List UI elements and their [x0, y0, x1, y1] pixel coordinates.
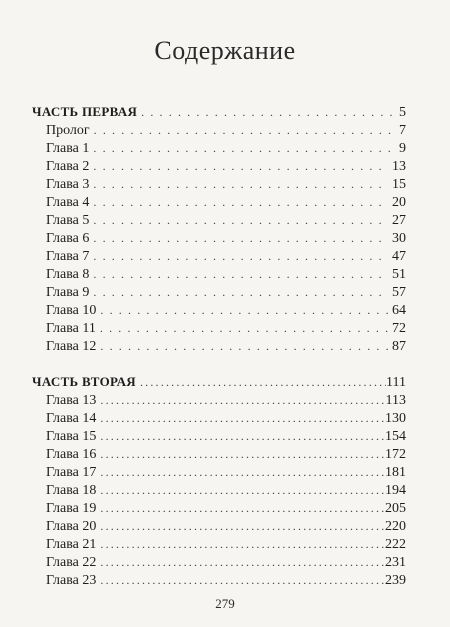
- toc-entry: [46, 139, 406, 157]
- toc-page-number: 194: [385, 483, 406, 498]
- toc-entry: [46, 265, 406, 283]
- toc-leader-dots: [100, 481, 385, 499]
- toc-entry-label: Глава 11: [46, 321, 96, 336]
- toc-entry: [46, 319, 406, 337]
- toc-entry-label: Глава 7: [46, 249, 90, 264]
- toc-leader-dots: [93, 193, 388, 211]
- toc-entry-label: Глава 4: [46, 195, 90, 210]
- toc-entry-label: Глава 14: [46, 411, 97, 426]
- toc-page-number: 30: [392, 231, 406, 246]
- toc-page-number: 111: [386, 375, 406, 390]
- toc-part-label: ЧАСТЬ ВТОРАЯ: [32, 374, 136, 389]
- toc-page-number: 239: [385, 573, 406, 588]
- toc-page-number: 231: [385, 555, 406, 570]
- toc-page-number: 181: [385, 465, 406, 480]
- toc-entry-label: Глава 12: [46, 339, 97, 354]
- toc-entry-label: Глава 22: [46, 555, 97, 570]
- toc-entry-label: Глава 2: [46, 159, 90, 174]
- toc-entry: [46, 391, 406, 409]
- toc-leader-dots: [100, 553, 385, 571]
- toc-entry-label: Глава 18: [46, 483, 97, 498]
- toc-entry: [46, 175, 406, 193]
- toc-leader-dots: [93, 157, 388, 175]
- toc-page-number: 20: [392, 195, 406, 210]
- toc-page-number: 64: [392, 303, 406, 318]
- toc-part-heading: [32, 103, 406, 121]
- toc-part-label: ЧАСТЬ ПЕРВАЯ: [32, 104, 138, 119]
- toc-entry-label: Глава 21: [46, 537, 97, 552]
- toc-leader-dots: [100, 301, 388, 319]
- toc-entry: [46, 571, 406, 589]
- toc-entry-label: Глава 23: [46, 573, 97, 588]
- toc-page-number: 222: [385, 537, 406, 552]
- toc-page-number: 87: [392, 339, 406, 354]
- toc-leader-dots: [100, 409, 385, 427]
- toc-entry-label: Глава 19: [46, 501, 97, 516]
- toc-entry-label: Глава 3: [46, 177, 90, 192]
- toc-leader-dots: [93, 265, 388, 283]
- toc-entry-label: Глава 20: [46, 519, 97, 534]
- toc-page-number: 72: [392, 321, 406, 336]
- toc-entry: [46, 229, 406, 247]
- toc-leader-dots: [94, 121, 395, 139]
- toc-leader-dots: [100, 499, 385, 517]
- page-title: Содержание: [154, 36, 296, 65]
- toc-leader-dots: [100, 391, 385, 409]
- toc-page-number: 57: [392, 285, 406, 300]
- toc-leader-dots: [141, 103, 395, 121]
- toc-page-number: 9: [399, 141, 406, 156]
- toc-page-number: 5: [399, 105, 406, 120]
- toc-page-number: 51: [392, 267, 406, 282]
- toc-entry: [46, 481, 406, 499]
- toc-entry: [46, 463, 406, 481]
- toc-leader-dots: [93, 283, 388, 301]
- toc-leader-dots: [93, 247, 388, 265]
- toc-leader-dots: [100, 571, 385, 589]
- toc-entry-label: Глава 15: [46, 429, 97, 444]
- toc-page-number: 154: [385, 429, 406, 444]
- toc-entry: [46, 517, 406, 535]
- toc-page-number: 15: [392, 177, 406, 192]
- toc-entry-label: Глава 13: [46, 393, 97, 408]
- toc-page-number: 7: [399, 123, 406, 138]
- toc-page-number: 172: [385, 447, 406, 462]
- toc-entry-label: Пролог: [46, 123, 90, 138]
- toc-leader-dots: [93, 139, 395, 157]
- toc-leader-dots: [100, 337, 388, 355]
- toc-leader-dots: [93, 175, 388, 193]
- toc-leader-dots: [100, 517, 385, 535]
- toc-entry-label: Глава 16: [46, 447, 97, 462]
- toc-entry-label: Глава 10: [46, 303, 97, 318]
- toc-entry-label: Глава 17: [46, 465, 97, 480]
- toc-leader-dots: [100, 319, 388, 337]
- toc-leader-dots: [93, 229, 388, 247]
- toc-leader-dots: [100, 427, 385, 445]
- toc-page-number: 27: [392, 213, 406, 228]
- toc-page-number: 47: [392, 249, 406, 264]
- toc-entry: [46, 193, 406, 211]
- toc-entry: [46, 121, 406, 139]
- toc-page-number: 113: [385, 393, 406, 408]
- toc-entry: [46, 157, 406, 175]
- toc-entry: [46, 211, 406, 229]
- page-number-footer: 279: [215, 596, 235, 611]
- toc-leader-dots: [100, 445, 385, 463]
- toc-part-heading: [32, 373, 406, 391]
- toc-page-number: 13: [392, 159, 406, 174]
- toc-entry: [46, 337, 406, 355]
- toc-entry: [46, 553, 406, 571]
- toc-entry: [46, 409, 406, 427]
- toc-page-number: 220: [385, 519, 406, 534]
- toc-leader-dots: [100, 535, 385, 553]
- toc-leader-dots: [100, 463, 385, 481]
- toc-entry-label: Глава 9: [46, 285, 90, 300]
- toc-leader-dots: [93, 211, 388, 229]
- toc-entry-label: Глава 8: [46, 267, 90, 282]
- toc-entry: [46, 283, 406, 301]
- toc-entry: [46, 247, 406, 265]
- toc-entry: [46, 499, 406, 517]
- toc-entry-label: Глава 6: [46, 231, 90, 246]
- toc-entry-label: Глава 1: [46, 141, 90, 156]
- toc-entry: [46, 535, 406, 553]
- toc-leader-dots: [140, 373, 386, 391]
- toc-page-number: 205: [385, 501, 406, 516]
- toc-entry: [46, 301, 406, 319]
- toc-entry-label: Глава 5: [46, 213, 90, 228]
- toc-entry: [46, 427, 406, 445]
- toc-page-number: 130: [385, 411, 406, 426]
- toc-entry: [46, 445, 406, 463]
